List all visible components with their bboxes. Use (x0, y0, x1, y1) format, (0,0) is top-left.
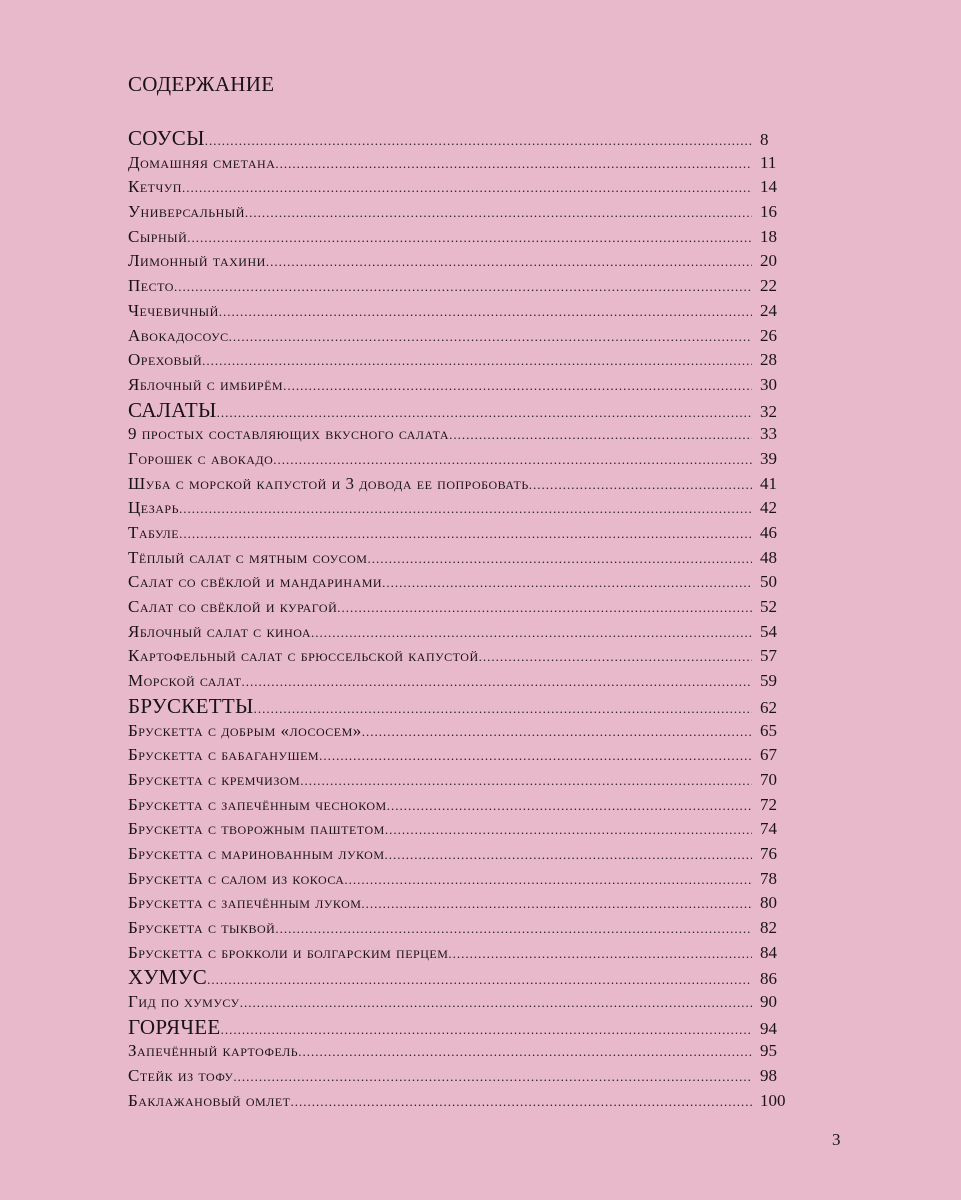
toc-entry-title: 9 простых составляющих вкусного салата (128, 424, 450, 444)
toc-entry-title: Запечённый картофель (128, 1041, 299, 1061)
toc-page-number: 65 (760, 720, 777, 740)
toc-page-number: 94 (760, 1018, 777, 1038)
toc-entry-title: Гид по хумусу (128, 992, 240, 1012)
toc-entry-title: Стейк из тофу (128, 1066, 234, 1086)
toc-page-number: 32 (760, 401, 777, 421)
toc-entry-row[interactable] (128, 891, 796, 916)
toc-page-number: 95 (760, 1041, 777, 1061)
toc-page-number: 22 (760, 276, 777, 296)
toc-entry-title: Чечевичный (128, 300, 219, 320)
toc-entry-title: Брускетта с запечённым чесноком (128, 794, 387, 814)
toc-entry-row[interactable] (128, 472, 796, 497)
toc-entry-title: Брускетта с запечённым луком (128, 893, 362, 913)
toc-entry-row[interactable] (128, 1064, 796, 1089)
toc-page-number: 100 (760, 1090, 786, 1110)
toc-dot-leader (221, 1018, 752, 1043)
toc-entry-row[interactable] (128, 941, 796, 966)
toc-dot-leader (202, 349, 752, 374)
toc-entry-row[interactable] (128, 743, 796, 768)
toc-entry-row[interactable] (128, 521, 796, 546)
toc-entry-row[interactable] (128, 324, 796, 349)
toc-page-number: 54 (760, 621, 777, 641)
toc-page-number: 90 (760, 992, 777, 1012)
toc-dot-leader (205, 129, 752, 154)
toc-page-number: 98 (760, 1066, 777, 1086)
toc-dot-leader (387, 794, 752, 819)
toc-page-number: 62 (760, 697, 777, 717)
toc-dot-leader (361, 892, 752, 917)
toc-entry-title: Сырный (128, 226, 188, 246)
toc-dot-leader (367, 547, 752, 572)
toc-entry-title: Картофельный салат с брюссельской капустой (128, 646, 479, 666)
toc-dot-leader (273, 448, 752, 473)
toc-section-title: ГОРЯЧЕЕ (128, 1014, 221, 1039)
toc-page-number: 41 (760, 473, 777, 493)
toc-page-number: 59 (760, 671, 777, 691)
toc-entry-title: Брускетта с тыквой (128, 918, 276, 937)
toc-entry-row[interactable] (128, 546, 796, 571)
toc-entry-row[interactable] (128, 348, 796, 373)
toc-entry-title: Песто (128, 276, 174, 296)
toc-page-number: 74 (760, 819, 777, 839)
toc-entry-row[interactable] (128, 595, 796, 620)
page-number: 3 (832, 1130, 841, 1149)
toc-page-number: 39 (760, 448, 777, 468)
toc-page-number: 11 (760, 152, 777, 172)
toc-dot-leader (344, 868, 752, 893)
toc-page-number: 30 (760, 374, 777, 394)
toc-dot-leader (385, 818, 752, 843)
toc-entry-row[interactable] (128, 620, 796, 645)
toc-page-number: 57 (760, 646, 777, 666)
toc-page-number: 67 (760, 745, 777, 765)
toc-entry-row[interactable] (128, 1039, 796, 1064)
toc-entry-title: Тёплый салат с мятным соусом (128, 547, 368, 567)
toc-entry-title: Брускетта с добрым «лососем» (128, 720, 362, 740)
toc-section-row[interactable] (128, 1015, 796, 1040)
toc-section-title: САЛАТЫ (128, 397, 217, 422)
toc-dot-leader (385, 843, 752, 868)
toc-entry-title: Горошек с авокадо (128, 448, 274, 468)
table-of-contents (128, 126, 796, 1114)
toc-dot-leader (311, 621, 752, 646)
toc-entry-title: Табуле (128, 523, 180, 542)
toc-dot-leader (298, 1040, 752, 1065)
toc-entry-title: Морской салат (128, 671, 242, 691)
toc-page-number: 82 (760, 918, 777, 937)
toc-dot-leader (242, 670, 752, 695)
toc-dot-leader (275, 917, 752, 942)
toc-entry-title: Брускетта с бабаганушем (128, 745, 320, 765)
toc-dot-leader (362, 720, 752, 745)
toc-dot-leader (233, 1065, 752, 1090)
toc-page-number: 16 (760, 202, 777, 222)
toc-section-title: ХУМУС (128, 965, 208, 990)
toc-entry-title: Брускетта с салом из кокоса (128, 868, 345, 888)
toc-dot-leader (319, 744, 752, 769)
toc-page-number: 50 (760, 572, 777, 592)
toc-page-number: 8 (760, 130, 769, 149)
toc-entry-row[interactable] (128, 817, 796, 842)
toc-entry-row[interactable] (128, 793, 796, 818)
toc-entry-title: Баклажановый омлет (128, 1090, 291, 1110)
toc-entry-row[interactable] (128, 225, 796, 250)
toc-page-number: 33 (760, 424, 777, 444)
toc-entry-title: Авокадосоус (128, 325, 229, 345)
toc-entry-row[interactable] (128, 200, 796, 225)
toc-entry-title: Шуба с морской капустой и 3 довода ее попробовать (128, 473, 529, 493)
toc-dot-leader (187, 226, 752, 251)
toc-entry-row[interactable] (128, 867, 796, 892)
toc-entry-title: Универсальный (128, 202, 245, 222)
toc-entry-row[interactable] (128, 768, 796, 793)
toc-entry-row[interactable] (128, 644, 796, 669)
toc-page-number: 84 (760, 942, 777, 962)
toc-entry-row[interactable] (128, 842, 796, 867)
toc-section-row[interactable] (128, 965, 796, 990)
toc-section-title: СОУСЫ (128, 126, 205, 150)
toc-entry-title: Цезарь (128, 498, 179, 518)
toc-entry-row[interactable] (128, 249, 796, 274)
toc-dot-leader (174, 275, 752, 300)
toc-entry-title: Брускетта с брокколи и болгарским перцем (128, 942, 449, 962)
toc-dot-leader (245, 201, 752, 226)
toc-dot-leader (266, 250, 752, 275)
toc-entry-row[interactable] (128, 373, 796, 398)
toc-dot-leader (275, 152, 752, 177)
toc-dot-leader (240, 991, 752, 1016)
toc-entry-row[interactable] (128, 496, 796, 521)
toc-entry-title: Яблочный с имбирём (128, 374, 284, 394)
toc-dot-leader (219, 300, 752, 325)
toc-entry-title: Ореховый (128, 350, 203, 370)
toc-entry-title: Кетчуп (128, 177, 182, 197)
toc-dot-leader (207, 968, 752, 993)
toc-page-number: 48 (760, 547, 777, 567)
toc-page-number: 86 (760, 969, 777, 989)
toc-entry-row[interactable] (128, 422, 796, 447)
toc-section-row[interactable] (128, 694, 796, 719)
toc-entry-row[interactable] (128, 151, 796, 176)
toc-dot-leader (529, 473, 752, 498)
toc-section-row[interactable] (128, 126, 796, 151)
toc-entry-row[interactable] (128, 175, 796, 200)
toc-section-row[interactable] (128, 398, 796, 423)
toc-entry-row[interactable] (128, 274, 796, 299)
toc-entry-title: Брускетта с кремчизом (128, 769, 301, 789)
toc-entry-row[interactable] (128, 299, 796, 324)
toc-entry-row[interactable] (128, 669, 796, 694)
toc-page-number: 76 (760, 843, 777, 863)
toc-dot-leader (382, 571, 752, 596)
toc-dot-leader (179, 497, 752, 522)
toc-page-number: 20 (760, 251, 777, 271)
toc-page-number: 52 (760, 597, 777, 617)
toc-entry-title: Брускетта с творожным паштетом (128, 819, 385, 839)
toc-dot-leader (229, 325, 752, 350)
toc-page-number: 46 (760, 523, 777, 542)
toc-page-number: 80 (760, 893, 777, 913)
toc-dot-leader (300, 769, 752, 794)
toc-entry-title: Салат со свёклой и мандаринами (128, 572, 383, 592)
toc-dot-leader (283, 374, 752, 399)
toc-entry-row[interactable] (128, 990, 796, 1015)
toc-entry-title: Яблочный салат с киноа (128, 621, 312, 641)
toc-entry-row[interactable] (128, 570, 796, 595)
toc-page-number: 42 (760, 498, 777, 518)
toc-entry-title: Салат со свёклой и курагой (128, 597, 338, 617)
toc-section-title: БРУСКЕТТЫ (128, 693, 254, 718)
toc-page-number: 70 (760, 769, 777, 789)
toc-dot-leader (449, 423, 752, 448)
toc-entry-row[interactable] (128, 916, 796, 941)
toc-dot-leader (182, 176, 752, 201)
toc-page-number: 72 (760, 794, 777, 814)
toc-dot-leader (337, 596, 752, 621)
toc-page-number: 78 (760, 868, 777, 888)
toc-dot-leader (448, 942, 752, 967)
toc-entry-title: Брускетта с маринованным луком (128, 843, 385, 863)
toc-page-number: 26 (760, 325, 777, 345)
toc-page-number: 14 (760, 177, 777, 197)
toc-dot-leader (291, 1090, 752, 1115)
toc-page-number: 28 (760, 350, 777, 370)
toc-page-number: 24 (760, 300, 777, 320)
toc-entry-row[interactable] (128, 447, 796, 472)
toc-entry-title: Лимонный тахини (128, 251, 266, 271)
toc-page-number: 18 (760, 226, 777, 246)
toc-entry-row[interactable] (128, 719, 796, 744)
toc-entry-title: Домашняя сметана (128, 152, 276, 172)
toc-dot-leader (479, 645, 752, 670)
toc-dot-leader (179, 522, 752, 547)
toc-entry-row[interactable] (128, 1089, 796, 1114)
page-title: СОДЕРЖАНИЕ (128, 72, 275, 96)
